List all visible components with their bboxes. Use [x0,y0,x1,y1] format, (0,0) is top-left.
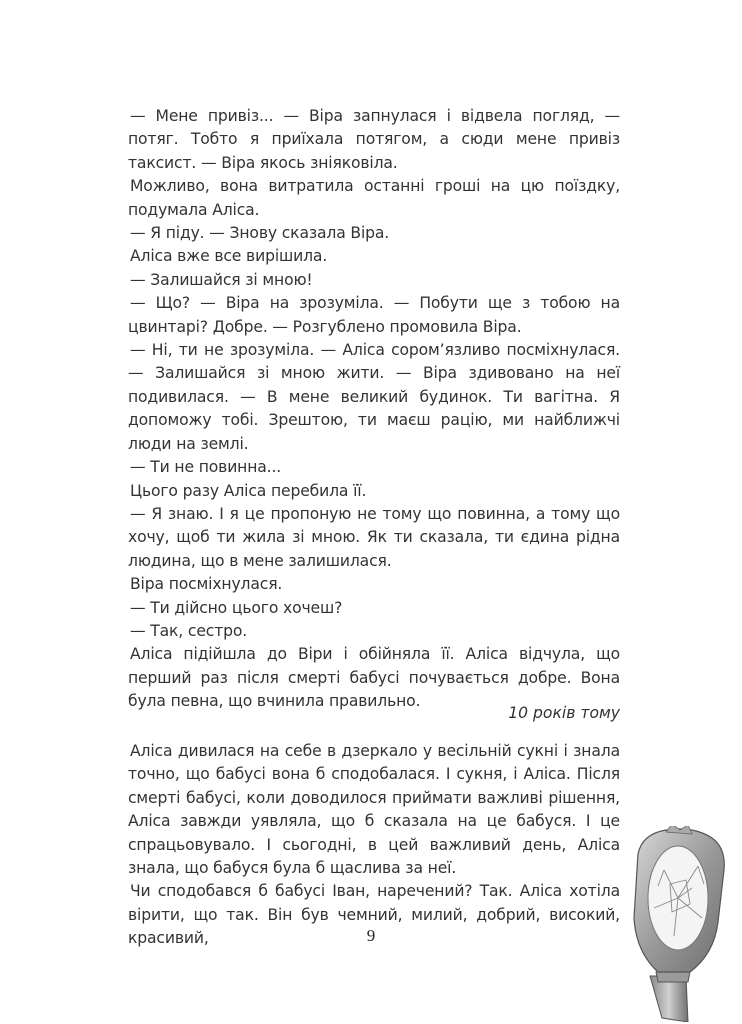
paragraph: — Я знаю. І я це пропоную не тому що повинна, а тому що хочу, щоб ти жила зі мною. Як ти сказала, ти єдина рідна людина, що в мене залишилася. [128,504,620,570]
hand-mirror-icon [628,826,738,1022]
paragraph: Можливо, вона витратила останні гроші на цю поїздку, подумала Аліса. [128,177,620,219]
paragraph: — Я піду. — Знову сказала Віра. [130,224,390,243]
paragraph: — Залишайся зі мною! [130,270,313,289]
paragraph: — Ти дійсно цього хочеш? [130,598,343,617]
section-dateline: 10 років тому [508,704,620,722]
paragraph: — Ні, ти не зрозуміла. — Аліса сором’язливо посміхнулася. — Залишайся зі мною жити. — Віра здивовано на неї подивилася. — В мене великий будинок. Ти вагітна. Я допоможу тобі. Зрештою, ти маєш рацію, ми найближчі люди на землі. [128,341,620,453]
paragraph: — Так, сестро. [130,621,248,640]
paragraph: Аліса підійшла до Віри і обійняла її. Аліса відчула, що перший раз після смерті бабусі почувається добре. Вона була певна, що вчинила правильно. [128,645,620,711]
paragraph: — Мене привіз... — Віра запнулася і відвела погляд, — потяг. Тобто я приїхала потягом, а сюди мене привіз таксист. — Віра якось зніяковіла. [128,107,620,172]
paragraph: Аліса вже все вирішила. [130,247,328,266]
paragraph: Аліса дивилася на себе в дзеркало у весільній сукні і знала точно, що бабусі вона б сподобалася. І сукня, і Аліса. Після смерті бабусі, коли доводилося приймати важливі рішення, Аліса завжди уявляла, що б сказала на це бабуся. І це спрацьовувало. І сьогодні, в цей важливий день, Аліса знала, що бабуся була б щаслива за неї. [128,742,620,878]
text-block-lower [128,740,620,951]
paragraph: Чи сподобався б бабусі Іван, наречений? Так. Аліса хотіла вірити, що так. Він був чемний, милий, добрий, високий, красивий, [128,882,620,948]
text-block-upper [128,105,620,714]
paragraph: Цього разу Аліса перебила її. [130,481,367,500]
page-number: 9 [366,926,376,945]
paragraph: — Що? — Віра на зрозуміла. — Побути ще з тобою на цвинтарі? Добре. — Розгублено промовила Віра. [128,294,620,336]
paragraph: — Ти не повинна... [130,458,282,477]
paragraph: Віра посміхнулася. [130,575,283,594]
